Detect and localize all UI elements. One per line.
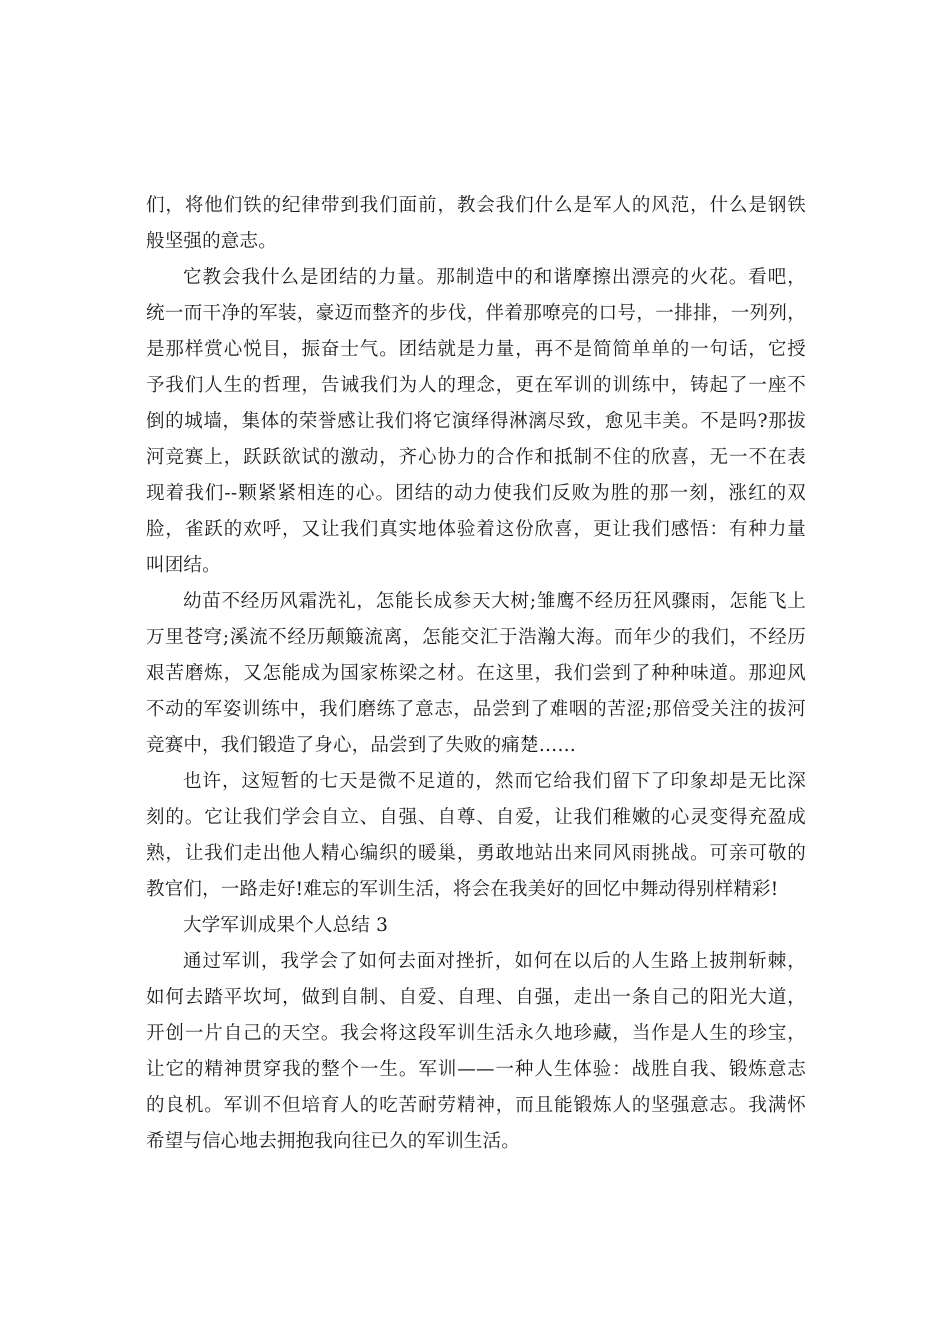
section-heading: 大学军训成果个人总结 3 bbox=[183, 915, 389, 936]
text-line: 的良机。军训不但培育人的吃苦耐劳精神，而且能锻炼人的坚强意志。我满怀 bbox=[146, 1095, 806, 1116]
text-line: 脸，雀跃的欢呼，又让我们真实地体验着这份欣喜，更让我们感悟：有种力量 bbox=[146, 519, 806, 540]
text-line: 熟，让我们走出他人精心编织的暖巢，勇敢地站出来同风雨挑战。可亲可敬的 bbox=[146, 843, 806, 864]
text-line: 般坚强的意志。 bbox=[146, 231, 277, 252]
text-line: 予我们人生的哲理，告诫我们为人的理念，更在军训的训练中，铸起了一座不 bbox=[146, 375, 806, 396]
text-line: 教官们，一路走好!难忘的军训生活，将会在我美好的回忆中舞动得别样精彩! bbox=[146, 879, 779, 900]
text-line: 开创一片自己的天空。我会将这段军训生活永久地珍藏，当作是人生的珍宝， bbox=[146, 1023, 806, 1044]
text-line: 让它的精神贯穿我的整个一生。军训——一种人生体验：战胜自我、锻炼意志 bbox=[146, 1059, 806, 1080]
text-line: 万里苍穹;溪流不经历颠簸流离，怎能交汇于浩瀚大海。而年少的我们，不经历 bbox=[146, 627, 806, 648]
text-line: 不动的军姿训练中，我们磨练了意志，品尝到了难咽的苦涩;那倍受关注的拔河 bbox=[146, 699, 806, 720]
paragraph-start-line: 通过军训，我学会了如何去面对挫折，如何在以后的人生路上披荆斩棘， bbox=[183, 951, 806, 972]
text-line: 竞赛中，我们锻造了身心，品尝到了失败的痛楚…… bbox=[146, 735, 577, 756]
paragraph-start-line: 幼苗不经历风霜洗礼，怎能长成参天大树;雏鹰不经历狂风骤雨，怎能飞上 bbox=[183, 591, 806, 612]
text-line: 艰苦磨炼，又怎能成为国家栋梁之材。在这里，我们尝到了种种味道。那迎风 bbox=[146, 663, 806, 684]
document-body bbox=[146, 188, 806, 1160]
text-line: 倒的城墙，集体的荣誉感让我们将它演绎得淋漓尽致，愈见丰美。不是吗?那拔 bbox=[146, 411, 806, 432]
text-line: 现着我们--颗紧紧相连的心。团结的动力使我们反败为胜的那一刻，涨红的双 bbox=[146, 483, 806, 504]
text-line: 们，将他们铁的纪律带到我们面前，教会我们什么是军人的风范，什么是钢铁 bbox=[146, 195, 806, 216]
text-line: 河竞赛上，跃跃欲试的激动，齐心协力的合作和抵制不住的欣喜，无一不在表 bbox=[146, 447, 806, 468]
paragraph-start-line: 也许，这短暂的七天是微不足道的，然而它给我们留下了印象却是无比深 bbox=[183, 771, 806, 792]
text-line: 是那样赏心悦目，振奋士气。团结就是力量，再不是简简单单的一句话，它授 bbox=[146, 339, 806, 360]
text-line: 叫团结。 bbox=[146, 555, 221, 576]
text-line: 刻的。它让我们学会自立、自强、自尊、自爱，让我们稚嫩的心灵变得充盈成 bbox=[146, 807, 806, 828]
paragraph-start-line: 它教会我什么是团结的力量。那制造中的和谐摩擦出漂亮的火花。看吧， bbox=[183, 267, 806, 288]
text-line: 希望与信心地去拥抱我向往已久的军训生活。 bbox=[146, 1131, 521, 1152]
text-line: 如何去踏平坎坷，做到自制、自爱、自理、自强，走出一条自己的阳光大道， bbox=[146, 987, 806, 1008]
text-line: 统一而干净的军装，豪迈而整齐的步伐，伴着那嘹亮的口号，一排排，一列列， bbox=[146, 303, 806, 324]
